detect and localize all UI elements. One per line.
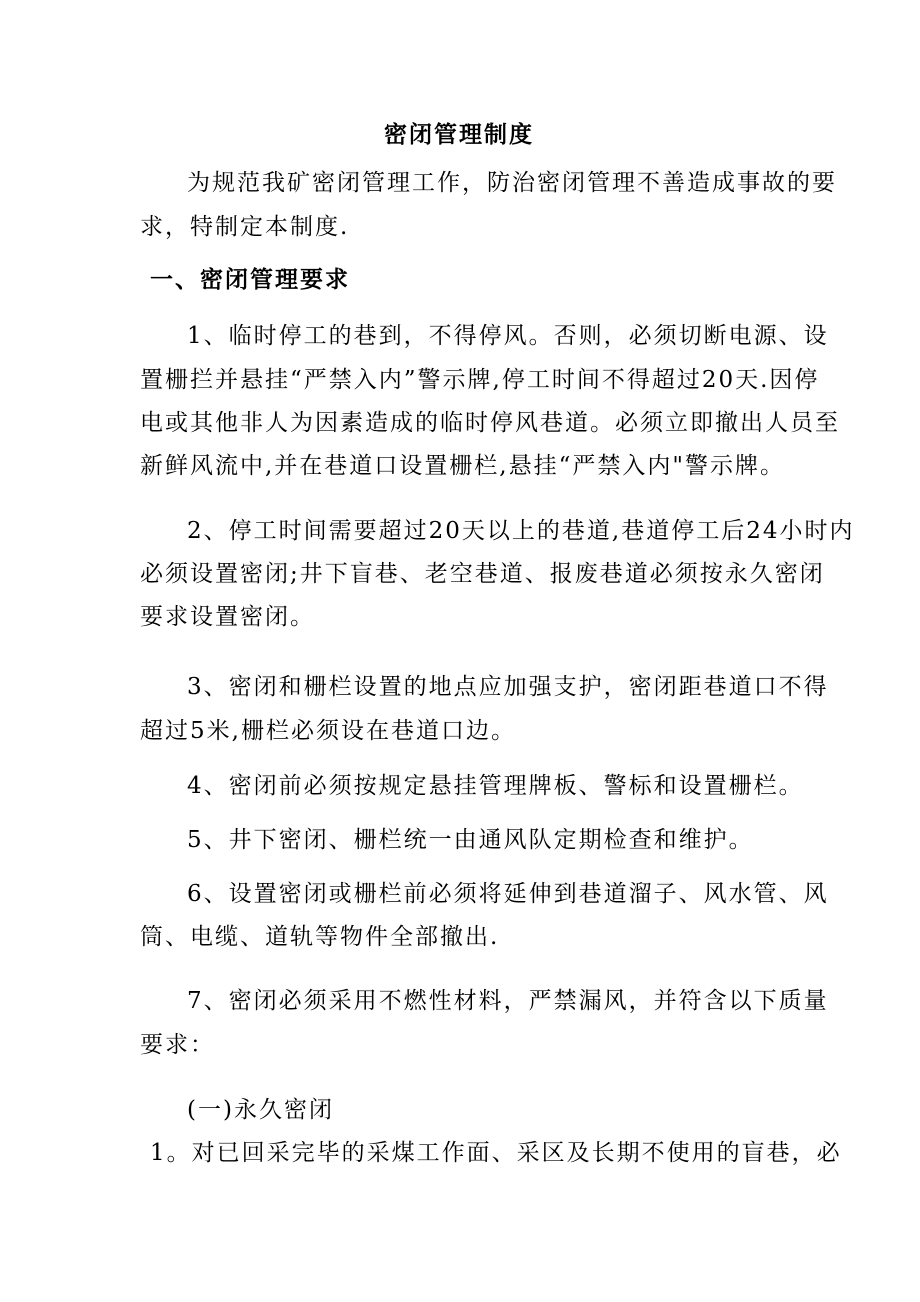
item-line: 4、密闭前必须按规定悬挂管理牌板、警标和设置栅栏。 (187, 773, 804, 799)
item-line: 置栅拦并悬挂“严禁入内”警示牌,停工时间不得超过20天.因停 (140, 367, 820, 393)
item-line: 7、密闭必须采用不燃性材料，严禁漏风，并符含以下质量 (187, 988, 829, 1014)
sub-item-line: 1。对已回采完毕的采煤工作面、采区及长期不使用的盲巷，必 (150, 1140, 842, 1166)
subsection-heading: (一)永久密闭 (187, 1097, 334, 1123)
item-line: 6、设置密闭或栅栏前必须将延伸到巷道溜子、风水管、风 (187, 881, 829, 907)
item-line: 3、密闭和栅栏设置的地点应加强支护，密闭距巷道口不得 (187, 674, 829, 700)
item-line: 超过5米,栅栏必须设在巷道口边。 (140, 718, 516, 744)
document-title: 密闭管理制度 (384, 121, 534, 148)
item-line: 电或其他非人为因素造成的临时停风巷道。必须立即撤出人员至 (140, 410, 840, 436)
item-line: 2、停工时间需要超过20天以上的巷道,巷道停工后24小时内 (187, 518, 855, 544)
item-line: 要求： (140, 1032, 215, 1058)
item-line: 1、临时停工的巷到，不得停风。否则，必须切断电源、设 (187, 323, 829, 349)
item-line: 筒、电缆、道轨等物件全部撤出. (140, 924, 500, 950)
intro-line: 求，特制定本制度. (140, 214, 350, 240)
item-line: 5、井下密闭、栅栏统一由通风队定期检查和维护。 (187, 827, 754, 853)
item-line: 必须设置密闭;井下盲巷、老空巷道、报废巷道必须按永久密闭 (140, 561, 825, 587)
intro-line: 为规范我矿密闭管理工作，防治密闭管理不善造成事故的要 (187, 170, 837, 196)
section-heading: 一、密闭管理要求 (150, 266, 350, 293)
item-line: 新鲜风流中,并在巷道口设置栅栏,悬挂“严禁入内"警示牌。 (140, 453, 785, 479)
item-line: 要求设置密闭。 (140, 604, 315, 630)
